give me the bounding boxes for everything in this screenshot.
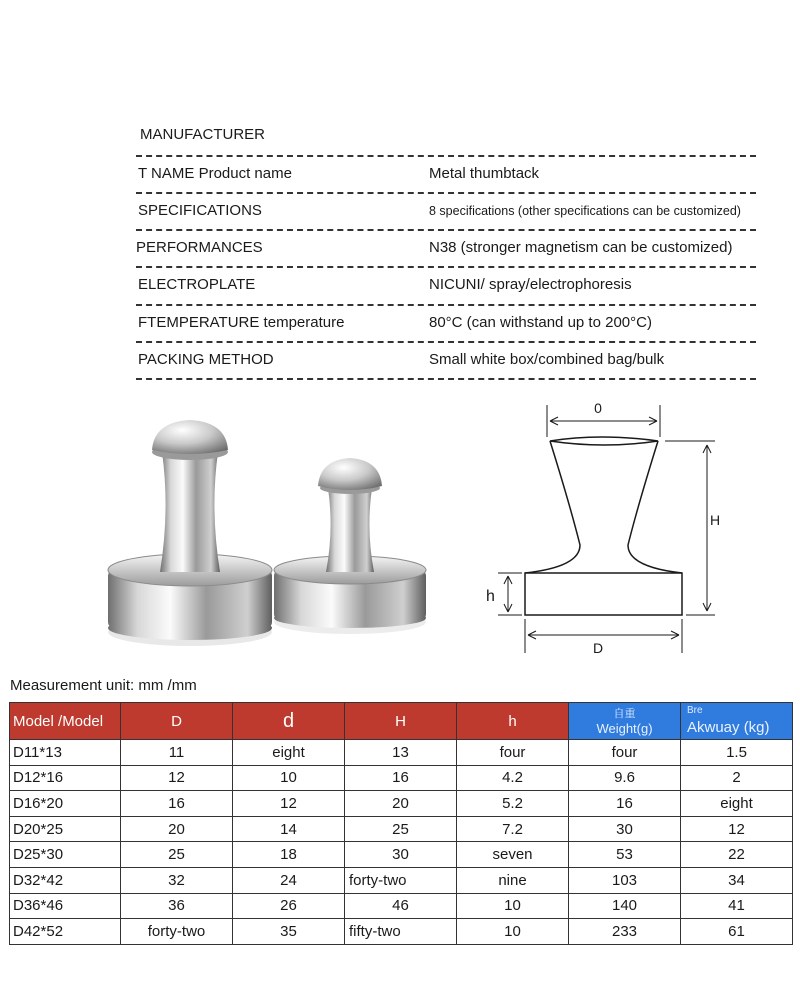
cell-model: D42*52 [10,919,121,945]
cell-h: nine [457,867,569,893]
spec-value: NICUNI/ spray/electrophoresis [429,276,632,293]
diagram-diameter-label: D [592,640,604,656]
cell-D: 36 [121,893,233,919]
spec-row [136,155,756,192]
cell-force: 1.5 [681,740,793,766]
header-force-small: Bre [687,705,703,716]
cell-model: D36*46 [10,893,121,919]
cell-h: 7.2 [457,816,569,842]
cell-D: 32 [121,867,233,893]
header-d: d [233,703,345,740]
cell-model: D11*13 [10,740,121,766]
header-weight [569,703,681,740]
cell-weight: 233 [569,919,681,945]
table-row [10,867,793,893]
cell-d: 10 [233,765,345,791]
cell-weight: 140 [569,893,681,919]
cell-d: 24 [233,867,345,893]
diagram-height-label: H [710,512,721,528]
spec-title: MANUFACTURER [140,126,266,143]
cell-weight: 16 [569,791,681,817]
cell-D: 20 [121,816,233,842]
spec-key: SPECIFICATIONS [138,202,262,219]
spec-key: T NAME Product name [138,165,292,182]
spec-divider [136,378,756,380]
cell-d: 26 [233,893,345,919]
table-row [10,816,793,842]
cell-force: eight [681,791,793,817]
cell-force: 22 [681,842,793,868]
cell-H: fifty-two [345,919,457,945]
cell-H: 46 [345,893,457,919]
cell-D: 12 [121,765,233,791]
cell-weight: 9.6 [569,765,681,791]
cell-h: four [457,740,569,766]
table-header-row [10,703,793,740]
cell-force: 12 [681,816,793,842]
table-row [10,842,793,868]
cell-d: 14 [233,816,345,842]
cell-weight: 30 [569,816,681,842]
spec-value: Small white box/combined bag/bulk [429,351,665,368]
cell-weight: 103 [569,867,681,893]
table-row [10,740,793,766]
diagram-top-label: 0 [594,400,602,416]
large-magnet [108,420,272,646]
spec-row [136,192,756,229]
cell-H: 30 [345,842,457,868]
spec-value: 8 specifications (other specifications can be customized) [429,204,741,218]
cell-H: 13 [345,740,457,766]
cell-d: eight [233,740,345,766]
spec-row [136,341,756,378]
spec-row [136,266,756,303]
header-H: H [345,703,457,740]
cell-H: 16 [345,765,457,791]
spec-key: PACKING METHOD [138,351,274,368]
header-model: Model /Model [10,703,121,740]
spec-key: PERFORMANCES [136,239,263,256]
product-photo [100,400,430,660]
header-D: D [121,703,233,740]
spec-value: Metal thumbtack [429,165,540,182]
spec-key: FTEMPERATURE temperature [138,314,345,331]
spec-key: ELECTROPLATE [138,276,256,293]
spec-value: 80°C (can withstand up to 200°C) [429,314,652,331]
cell-H: forty-two [345,867,457,893]
table-row [10,893,793,919]
cell-D: forty-two [121,919,233,945]
table-row [10,791,793,817]
spec-sheet [0,0,800,400]
table-row [10,765,793,791]
spec-row [136,304,756,341]
dimension-table [9,702,793,945]
cell-d: 35 [233,919,345,945]
cell-D: 25 [121,842,233,868]
header-h: h [457,703,569,740]
cell-H: 20 [345,791,457,817]
header-force [681,703,793,740]
cell-h: seven [457,842,569,868]
drawing-body [525,441,682,615]
header-weight-label: Weight(g) [596,721,653,736]
cell-D: 16 [121,791,233,817]
diagram-base-height-label: h [486,588,495,605]
cell-d: 18 [233,842,345,868]
table-row [10,919,793,945]
cell-weight: four [569,740,681,766]
cell-force: 61 [681,919,793,945]
cell-force: 34 [681,867,793,893]
cell-h: 4.2 [457,765,569,791]
header-weight-cjk: 自重 [613,708,636,720]
header-force-label: Akwuay (kg) [687,719,770,736]
spec-value: N38 (stronger magnetism can be customized) [429,239,733,256]
cell-force: 2 [681,765,793,791]
cell-h: 10 [457,919,569,945]
cell-model: D12*16 [10,765,121,791]
drawing-head [550,437,658,445]
small-magnet [274,458,426,634]
cell-D: 11 [121,740,233,766]
dimension-drawing [470,395,730,665]
cell-h: 10 [457,893,569,919]
cell-model: D16*20 [10,791,121,817]
cell-h: 5.2 [457,791,569,817]
cell-force: 41 [681,893,793,919]
cell-d: 12 [233,791,345,817]
cell-model: D25*30 [10,842,121,868]
measurement-unit: Measurement unit: mm /mm [10,677,197,694]
cell-model: D32*42 [10,867,121,893]
cell-weight: 53 [569,842,681,868]
spec-row [136,229,756,266]
cell-model: D20*25 [10,816,121,842]
cell-H: 25 [345,816,457,842]
